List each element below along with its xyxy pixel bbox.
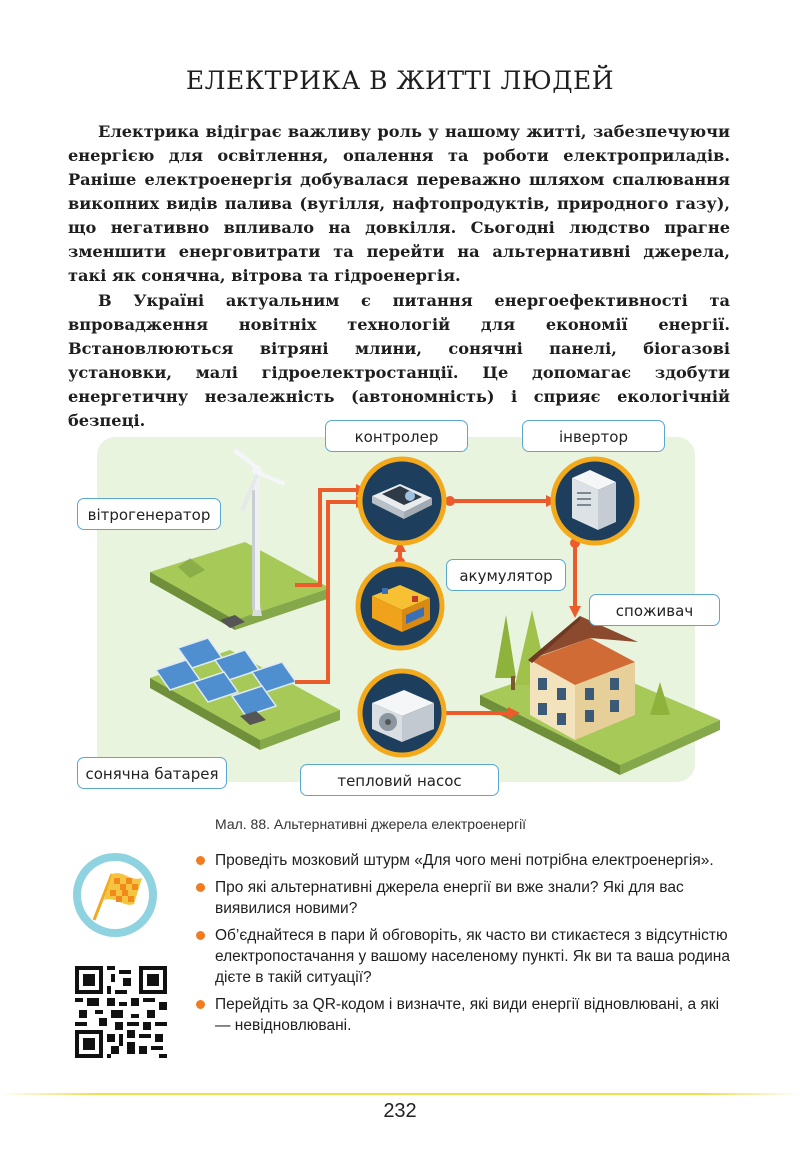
inverter-icon [553, 459, 637, 543]
task-text: Перейдіть за QR-кодом і визначте, які види енергії відновлювані, а які — невідновлювані. [215, 996, 720, 1034]
bullet-icon [196, 883, 205, 892]
page-title: ЕЛЕКТРИКА В ЖИТТІ ЛЮДЕЙ [185, 66, 615, 95]
figure-caption: Мал. 88. Альтернативні джерела електроенергії [215, 816, 527, 832]
list-item [215, 994, 735, 1036]
list-item [215, 850, 735, 871]
task-text: Об’єднайтеся в пари й обговоріть, як часто ви стикаєтеся з відсутністю електропостачання у вашому населеному пункті. Як ви та ваша родина дієте в такій ситуації? [215, 927, 730, 986]
task-text: Про які альтернативні джерела енергії ви вже знали? Які для вас виявилися новими? [215, 879, 684, 917]
task-text: Проведіть мозковий штурм «Для чого мені потрібна електроенергія». [215, 852, 714, 869]
label-controller: контролер [325, 420, 468, 452]
bullet-icon [196, 856, 205, 865]
list-item [215, 925, 735, 988]
controller-icon [360, 459, 444, 543]
qr-code-icon [75, 966, 167, 1058]
bullet-icon [196, 931, 205, 940]
label-inverter: інвертор [522, 420, 665, 452]
label-solar-battery: сонячна батарея [77, 757, 227, 789]
energy-diagram [60, 420, 740, 815]
paragraph-2: В Україні актуальним є питання енергоефективності та впровадження новітніх технологій для економії енергії. Встановлюються вітряні млини, сонячні панелі, біогазові установки, малі гідроелектростанції. Це допомагає здобути енергетичну незалежність (автономність) і сприяє екологічній безпеці. [68, 291, 730, 430]
task-list [215, 850, 735, 1042]
paragraph-1: Електрика відіграє важливу роль у нашому житті, забезпечуючи енергією для освітлення, опалення та роботи електроприладів. Раніше електроенергія добувалася переважно шляхом спалювання викопних видів палива (вугілля, нафтопродуктів, природного газу), що негативно впливало на довкілля. Сьогодні людство прагне зменшити енерговитрати та перейти на альтернативні джерела, такі як сонячна, вітрова та гідроенергія. [68, 122, 730, 285]
label-battery: акумулятор [446, 559, 566, 591]
page-number: 232 [383, 1100, 417, 1122]
flag-icon [72, 852, 158, 938]
label-wind-generator: вітрогенератор [77, 498, 221, 530]
battery-icon [358, 564, 442, 648]
footer-divider [0, 1093, 800, 1095]
bullet-icon [196, 1000, 205, 1009]
label-heat-pump: тепловий насос [300, 764, 499, 796]
heat-pump-icon [360, 671, 444, 755]
label-consumer: споживач [589, 594, 720, 626]
list-item [215, 877, 735, 919]
